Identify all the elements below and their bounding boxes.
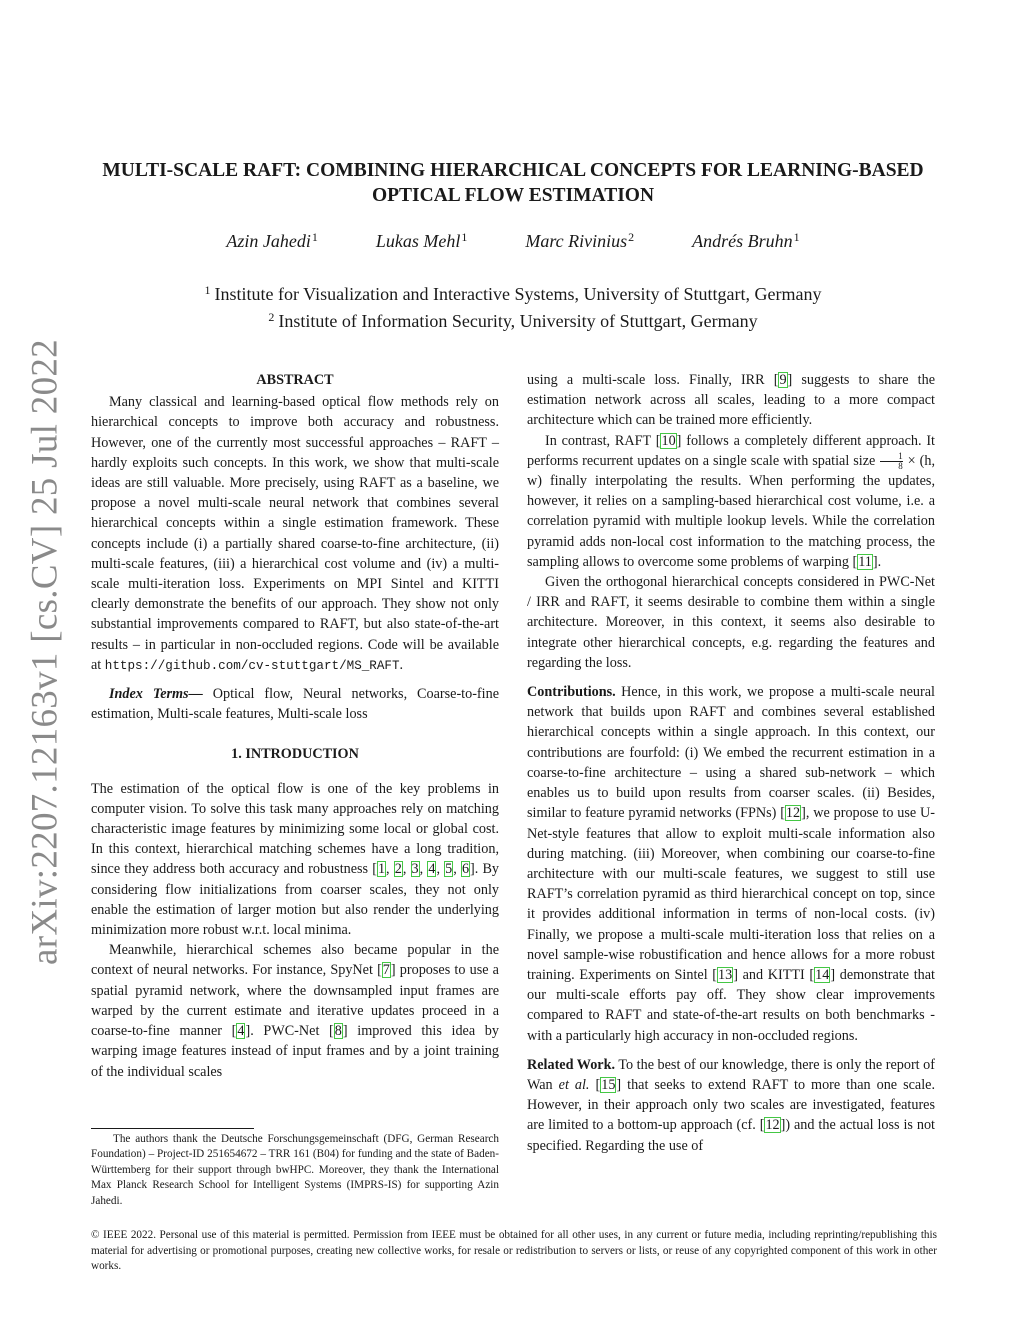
abstract-heading: ABSTRACT <box>256 372 334 388</box>
intro-paragraph-3: using a multi-scale loss. Finally, IRR [9] suggests to share the estimation network across all scales, leading to a more compact architecture which can be trained more efficiently. <box>527 372 935 429</box>
abstract-text: Many classical and learning-based optical flow methods rely on hierarchical concepts to improve both accuracy and robustness. However, one of the currently most successful approaches – RAFT – hardly exploits such concepts. In this work, we show that multi-scale ideas are still valuable. More precisely, using RAFT as a baseline, we propose a novel multi-scale neural network that combines several hierarchical concepts within a single estimation framework. These concepts include (i) a partially shared coarse-to-fine architecture, (ii) multi-scale features, (iii) a hierarchical cost volume and (iv) a multi-scale multi-iteration loss. Experiments on MPI Sintel and KITTI clearly demonstrate the benefits of our approach. They show not only substantial improvements compared to RAFT, but also state-of-the-art results – in particular in non-occluded regions. Code will be available at https://github.com/cv-stuttgart/MS_RAFT. <box>91 394 499 673</box>
left-column <box>91 370 499 1082</box>
citation-link[interactable]: 9 <box>779 372 787 388</box>
code-url-link[interactable]: https://github.com/cv-stuttgart/MS_RAFT <box>104 658 400 673</box>
citation-link[interactable]: 4 <box>237 1023 245 1040</box>
citation-link[interactable]: 15 <box>601 1076 616 1093</box>
author: Andrés Bruhn$^1$ <box>692 230 800 251</box>
affiliation: $^1$ Institute for Visualization and Interactive Systems, University of Stuttgart, Germany <box>204 283 822 304</box>
affiliation: $^2$ Institute of Information Security, University of Stuttgart, Germany <box>268 310 758 331</box>
footnote-rule <box>91 1128 254 1129</box>
related-work-paragraph: Related Work. To the best of our knowledge, there is only the report of Wan et al. [15] that seeks to extend RAFT to more than one scale. However, in their approach only two scales are investigated, features are limited to a bottom-up approach (cf. [12]) and the actual loss is not specified. Regarding the use of <box>527 1056 936 1154</box>
author-list <box>80 230 946 252</box>
intro-paragraph-1: The estimation of the optical flow is one of the key problems in computer vision. To solve this task many approaches rely on matching characteristic image features by minimizing some local or global cost. In this context, hierarchical matching schemes have a long tradition, since they address both accuracy and robustness [1, 2, 3, 4, 5, 6]. By considering flow initializations from coarser scales, they not only enable the estimation of larger motion but also render the underlying minimization more robust w.r.t. local minima. <box>91 780 500 939</box>
intro-paragraph-5: Given the orthogonal hierarchical concepts considered in PWC-Net / IRR and RAFT, it seems desirable to combine them within a single architecture. Moreover, in this context, it seems also desirable to integrate other hierarchical concepts, e.g. regarding the features and regarding the loss. <box>527 574 935 671</box>
citation-link[interactable]: 3 <box>411 861 419 878</box>
author: Lukas Mehl$^1$ <box>375 230 468 251</box>
title-line-2: OPTICAL FLOW ESTIMATION <box>371 185 655 206</box>
intro-paragraph-4: In contrast, RAFT [10] follows a completely different approach. It performs recurrent updates on a single scale with spatial size $\frac{1}{8}$ × (h, w) finally interpolating the results. When performing the updates, however, it relies on a sampling-based hierarchical cost volume, i.e. a correlation pyramid with multiple lookup levels. While the correlation pyramid adds non-local cost information to the matching process, the sampling allows to overcome some problems of warping [11]. <box>527 432 936 570</box>
arxiv-sidebar <box>20 339 70 965</box>
copyright-notice: © IEEE 2022. Personal use of this material is permitted. Permission from IEEE must be obtained for all other uses, in any current or future media, including reprinting/republishing this material for advertising or promotional purposes, creating new collective works, for resale or redistribution to servers or lists, or reuse of any copyrighted component of this work in other works. <box>91 1229 937 1273</box>
citation-link[interactable]: 12 <box>785 805 801 822</box>
fraction: $\frac{1}{8}$ <box>880 452 903 471</box>
contributions-paragraph: Contributions. Hence, in this work, we propose a multi-scale neural network that builds upon RAFT and combines several established hierarchical concepts within a single approach. In this context, our contributions are fourfold: (i) We embed the recurrent estimation in a coarse-to-fine architecture – using a shared sub-network – which enables us to build upon results from coarser scales. (ii) Besides, similar to feature pyramid networks (FPNs) [12], we propose to use U-Net-style features that allow to exploit multi-scale information also during matching. (iii) Moreover, when combining our coarse-to-fine architecture with our multi-scale features, we suggest to still use RAFT’s correlation pyramid as third hierarchical concept on top, since it provides additional information in terms of non-local costs. (iv) Finally, we propose a multi-scale multi-iteration loss that relies on a novel sample-wise robustification and hence allows for a more robust training. Experiments on Sintel [13] and KITTI [14] demonstrate that our multi-scale efforts pay off. They show clear improvements compared to RAFT and state-of-the-art results on both benchmarks - with a particularly high accuracy in non-occluded regions. <box>527 684 935 1044</box>
arxiv-identifier: arXiv:2207.12163v1 [cs.CV] 25 Jul 2022 <box>24 339 66 965</box>
paper-title <box>80 158 946 208</box>
citation-link[interactable]: 12 <box>765 1117 780 1134</box>
title-line-1: MULTI-SCALE RAFT: COMBINING HIERARCHICAL CONCEPTS FOR LEARNING-BASED <box>102 160 924 181</box>
author: Azin Jahedi$^1$ <box>226 230 318 251</box>
acknowledgement-footnote: The authors thank the Deutsche Forschungsgemeinschaft (DFG, German Research Foundation) – Project-ID 251654672 – TRR 161 (B04) for funding and the state of Baden-Württemberg for their support through bwHPC. Moreover, they thank the International Max Planck Research School for Intelligent Systems (IMPRS-IS) for supporting Azin Jahedi. <box>91 1133 499 1207</box>
introduction-heading: 1. INTRODUCTION <box>231 746 359 763</box>
intro-paragraph-2: Meanwhile, hierarchical schemes also became popular in the context of neural networks. For instance, SpyNet [7] proposes to use a spatial pyramid network, where the downsampled input frames are warped by the current estimate and iterative updates proceed in a coarse-to-fine manner [4]. PWC-Net [8] improved this idea by warping image features instead of input frames and by a joint training of the individual scales <box>91 942 499 1080</box>
citation-link[interactable]: 13 <box>718 966 733 983</box>
citation-link[interactable]: 10 <box>661 432 676 449</box>
author: Marc Rivinius$^2$ <box>525 230 635 251</box>
affiliations <box>80 279 946 333</box>
citation-link[interactable]: 7 <box>382 962 390 979</box>
index-terms: Index Terms— Optical flow, Neural networks, Coarse-to-fine estimation, Multi-scale features, Multi-scale loss <box>91 686 499 723</box>
citation-link[interactable]: 8 <box>334 1023 342 1040</box>
citation-link[interactable]: 1 <box>377 861 386 878</box>
citation-link[interactable]: 6 <box>461 861 470 878</box>
citation-link[interactable]: 2 <box>394 861 402 878</box>
right-column <box>527 370 935 1156</box>
citation-link[interactable]: 4 <box>428 861 436 878</box>
citation-link[interactable]: 14 <box>815 966 830 983</box>
citation-link[interactable]: 11 <box>858 553 872 570</box>
citation-link[interactable]: 5 <box>445 861 453 878</box>
